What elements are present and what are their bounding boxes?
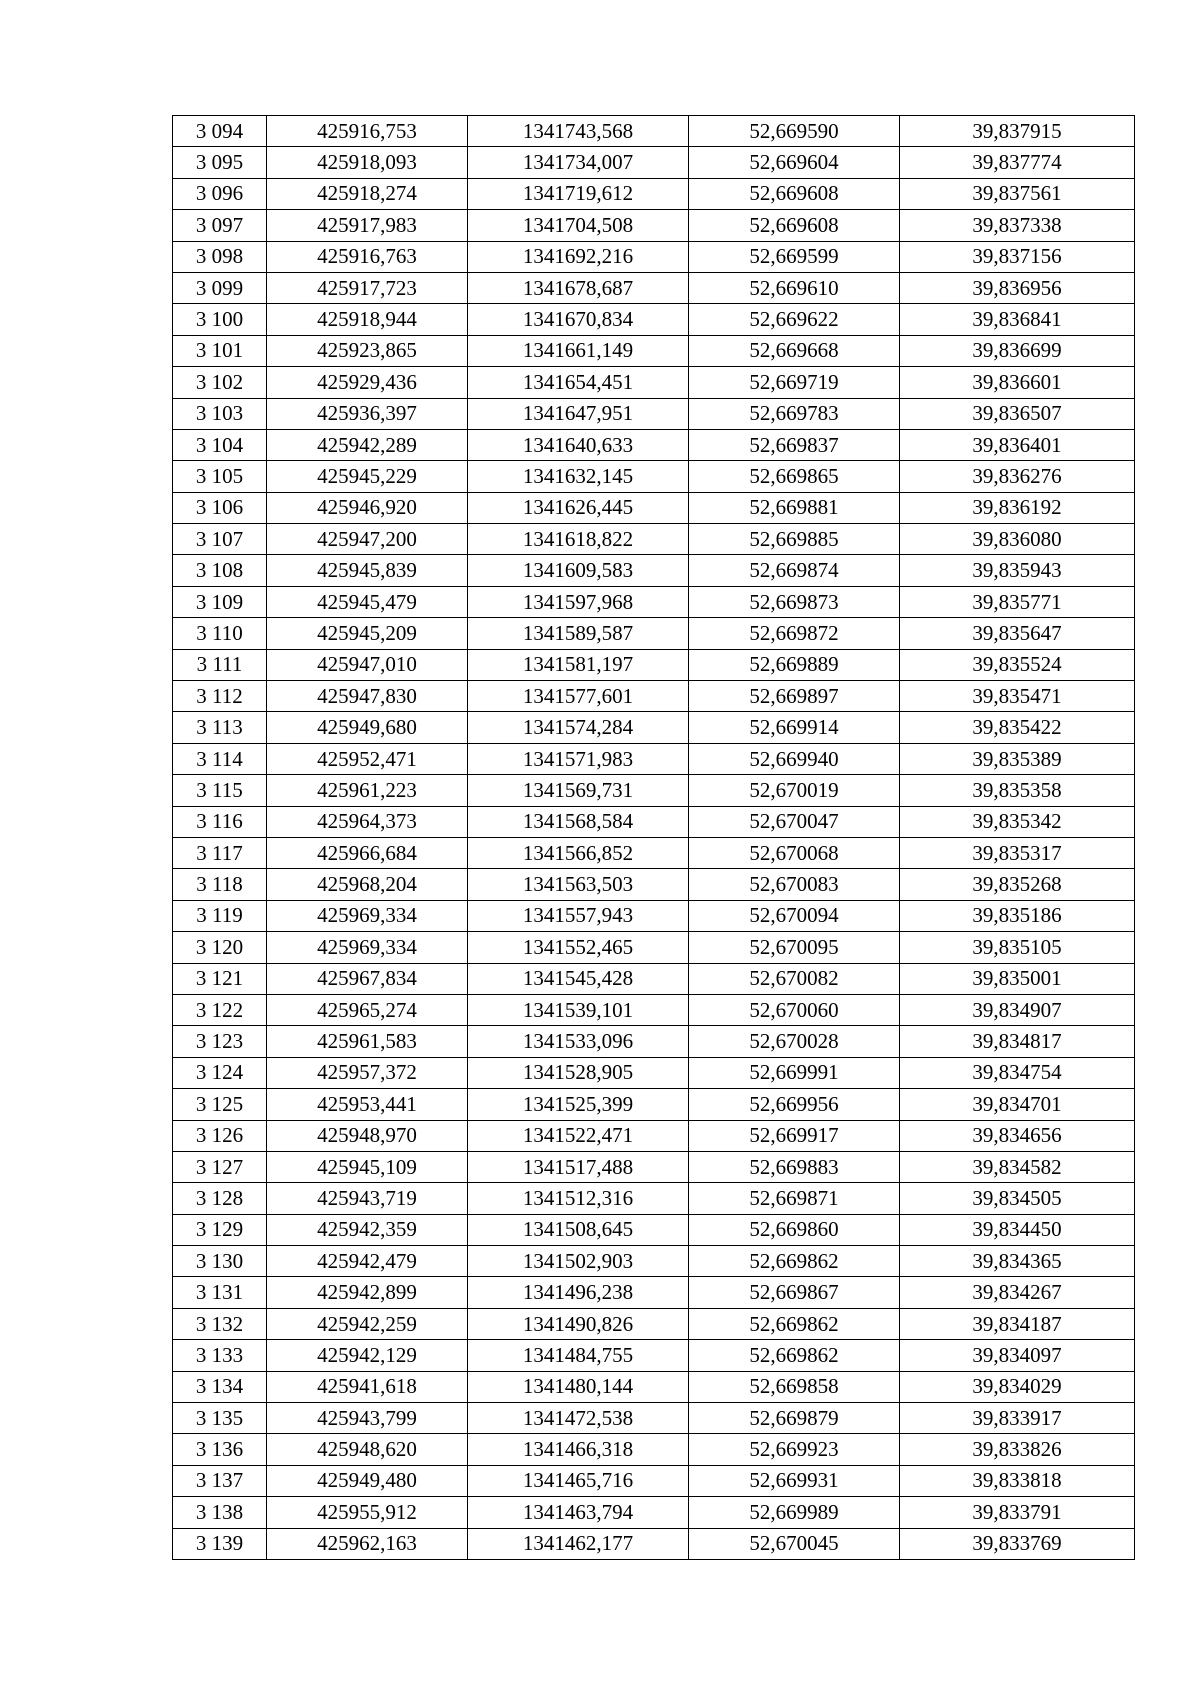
y-coordinate-cell: 1341563,503 <box>468 869 689 900</box>
latitude-cell: 52,670045 <box>689 1528 900 1559</box>
table-row <box>173 1340 1135 1371</box>
point-number-cell: 3 135 <box>173 1403 267 1434</box>
point-number-cell: 3 111 <box>173 649 267 680</box>
longitude-cell: 39,836507 <box>900 398 1135 429</box>
y-coordinate-cell: 1341522,471 <box>468 1120 689 1151</box>
latitude-cell: 52,669874 <box>689 555 900 586</box>
x-coordinate-cell: 425945,109 <box>267 1151 468 1182</box>
longitude-cell: 39,835389 <box>900 743 1135 774</box>
longitude-cell: 39,837915 <box>900 116 1135 147</box>
table-row <box>173 1308 1135 1339</box>
point-number-cell: 3 122 <box>173 994 267 1025</box>
point-number-cell: 3 108 <box>173 555 267 586</box>
x-coordinate-cell: 425942,479 <box>267 1246 468 1277</box>
latitude-cell: 52,669668 <box>689 335 900 366</box>
x-coordinate-cell: 425923,865 <box>267 335 468 366</box>
table-row <box>173 1183 1135 1214</box>
y-coordinate-cell: 1341512,316 <box>468 1183 689 1214</box>
x-coordinate-cell: 425969,334 <box>267 900 468 931</box>
y-coordinate-cell: 1341480,144 <box>468 1371 689 1402</box>
longitude-cell: 39,833917 <box>900 1403 1135 1434</box>
longitude-cell: 39,836841 <box>900 304 1135 335</box>
point-number-cell: 3 129 <box>173 1214 267 1245</box>
latitude-cell: 52,669783 <box>689 398 900 429</box>
longitude-cell: 39,835524 <box>900 649 1135 680</box>
table-row <box>173 116 1135 147</box>
y-coordinate-cell: 1341545,428 <box>468 963 689 994</box>
point-number-cell: 3 124 <box>173 1057 267 1088</box>
y-coordinate-cell: 1341571,983 <box>468 743 689 774</box>
point-number-cell: 3 097 <box>173 210 267 241</box>
table-row <box>173 1403 1135 1434</box>
table-row <box>173 1151 1135 1182</box>
point-number-cell: 3 099 <box>173 272 267 303</box>
latitude-cell: 52,670047 <box>689 806 900 837</box>
point-number-cell: 3 102 <box>173 367 267 398</box>
x-coordinate-cell: 425918,274 <box>267 178 468 209</box>
x-coordinate-cell: 425964,373 <box>267 806 468 837</box>
x-coordinate-cell: 425947,830 <box>267 681 468 712</box>
longitude-cell: 39,837338 <box>900 210 1135 241</box>
latitude-cell: 52,669608 <box>689 178 900 209</box>
x-coordinate-cell: 425945,209 <box>267 618 468 649</box>
point-number-cell: 3 123 <box>173 1026 267 1057</box>
latitude-cell: 52,669871 <box>689 1183 900 1214</box>
x-coordinate-cell: 425952,471 <box>267 743 468 774</box>
point-number-cell: 3 110 <box>173 618 267 649</box>
point-number-cell: 3 100 <box>173 304 267 335</box>
y-coordinate-cell: 1341466,318 <box>468 1434 689 1465</box>
table-row <box>173 1089 1135 1120</box>
x-coordinate-cell: 425947,200 <box>267 524 468 555</box>
longitude-cell: 39,835268 <box>900 869 1135 900</box>
x-coordinate-cell: 425962,163 <box>267 1528 468 1559</box>
table-row <box>173 869 1135 900</box>
y-coordinate-cell: 1341574,284 <box>468 712 689 743</box>
latitude-cell: 52,669590 <box>689 116 900 147</box>
coordinates-table-body <box>173 116 1135 1560</box>
y-coordinate-cell: 1341490,826 <box>468 1308 689 1339</box>
y-coordinate-cell: 1341632,145 <box>468 461 689 492</box>
x-coordinate-cell: 425942,129 <box>267 1340 468 1371</box>
latitude-cell: 52,670068 <box>689 837 900 868</box>
longitude-cell: 39,834656 <box>900 1120 1135 1151</box>
longitude-cell: 39,835342 <box>900 806 1135 837</box>
y-coordinate-cell: 1341618,822 <box>468 524 689 555</box>
table-row <box>173 492 1135 523</box>
x-coordinate-cell: 425943,719 <box>267 1183 468 1214</box>
longitude-cell: 39,833791 <box>900 1497 1135 1528</box>
latitude-cell: 52,670019 <box>689 775 900 806</box>
x-coordinate-cell: 425918,093 <box>267 147 468 178</box>
y-coordinate-cell: 1341692,216 <box>468 241 689 272</box>
point-number-cell: 3 107 <box>173 524 267 555</box>
point-number-cell: 3 128 <box>173 1183 267 1214</box>
longitude-cell: 39,835422 <box>900 712 1135 743</box>
y-coordinate-cell: 1341539,101 <box>468 994 689 1025</box>
point-number-cell: 3 131 <box>173 1277 267 1308</box>
y-coordinate-cell: 1341678,687 <box>468 272 689 303</box>
x-coordinate-cell: 425965,274 <box>267 994 468 1025</box>
table-row <box>173 775 1135 806</box>
y-coordinate-cell: 1341577,601 <box>468 681 689 712</box>
point-number-cell: 3 106 <box>173 492 267 523</box>
point-number-cell: 3 119 <box>173 900 267 931</box>
latitude-cell: 52,669599 <box>689 241 900 272</box>
y-coordinate-cell: 1341484,755 <box>468 1340 689 1371</box>
longitude-cell: 39,833818 <box>900 1465 1135 1496</box>
latitude-cell: 52,669879 <box>689 1403 900 1434</box>
table-row <box>173 1120 1135 1151</box>
x-coordinate-cell: 425966,684 <box>267 837 468 868</box>
latitude-cell: 52,669719 <box>689 367 900 398</box>
point-number-cell: 3 095 <box>173 147 267 178</box>
latitude-cell: 52,669881 <box>689 492 900 523</box>
y-coordinate-cell: 1341654,451 <box>468 367 689 398</box>
x-coordinate-cell: 425942,289 <box>267 429 468 460</box>
longitude-cell: 39,837156 <box>900 241 1135 272</box>
point-number-cell: 3 112 <box>173 681 267 712</box>
table-row <box>173 900 1135 931</box>
y-coordinate-cell: 1341719,612 <box>468 178 689 209</box>
table-row <box>173 743 1135 774</box>
y-coordinate-cell: 1341743,568 <box>468 116 689 147</box>
latitude-cell: 52,669608 <box>689 210 900 241</box>
point-number-cell: 3 115 <box>173 775 267 806</box>
table-row <box>173 1465 1135 1496</box>
longitude-cell: 39,835471 <box>900 681 1135 712</box>
x-coordinate-cell: 425942,899 <box>267 1277 468 1308</box>
latitude-cell: 52,669867 <box>689 1277 900 1308</box>
table-row <box>173 1026 1135 1057</box>
x-coordinate-cell: 425942,359 <box>267 1214 468 1245</box>
longitude-cell: 39,834029 <box>900 1371 1135 1402</box>
y-coordinate-cell: 1341502,903 <box>468 1246 689 1277</box>
table-row <box>173 555 1135 586</box>
x-coordinate-cell: 425953,441 <box>267 1089 468 1120</box>
table-row <box>173 429 1135 460</box>
x-coordinate-cell: 425918,944 <box>267 304 468 335</box>
point-number-cell: 3 120 <box>173 932 267 963</box>
table-row <box>173 367 1135 398</box>
y-coordinate-cell: 1341528,905 <box>468 1057 689 1088</box>
latitude-cell: 52,670094 <box>689 900 900 931</box>
longitude-cell: 39,834817 <box>900 1026 1135 1057</box>
table-row <box>173 837 1135 868</box>
x-coordinate-cell: 425961,583 <box>267 1026 468 1057</box>
latitude-cell: 52,670095 <box>689 932 900 963</box>
longitude-cell: 39,836276 <box>900 461 1135 492</box>
y-coordinate-cell: 1341463,794 <box>468 1497 689 1528</box>
latitude-cell: 52,669991 <box>689 1057 900 1088</box>
x-coordinate-cell: 425917,723 <box>267 272 468 303</box>
latitude-cell: 52,669897 <box>689 681 900 712</box>
longitude-cell: 39,835358 <box>900 775 1135 806</box>
point-number-cell: 3 130 <box>173 1246 267 1277</box>
y-coordinate-cell: 1341626,445 <box>468 492 689 523</box>
latitude-cell: 52,669883 <box>689 1151 900 1182</box>
latitude-cell: 52,669862 <box>689 1340 900 1371</box>
longitude-cell: 39,835105 <box>900 932 1135 963</box>
longitude-cell: 39,836080 <box>900 524 1135 555</box>
longitude-cell: 39,835943 <box>900 555 1135 586</box>
y-coordinate-cell: 1341647,951 <box>468 398 689 429</box>
y-coordinate-cell: 1341552,465 <box>468 932 689 963</box>
y-coordinate-cell: 1341517,488 <box>468 1151 689 1182</box>
point-number-cell: 3 137 <box>173 1465 267 1496</box>
latitude-cell: 52,669858 <box>689 1371 900 1402</box>
x-coordinate-cell: 425945,839 <box>267 555 468 586</box>
x-coordinate-cell: 425968,204 <box>267 869 468 900</box>
x-coordinate-cell: 425955,912 <box>267 1497 468 1528</box>
x-coordinate-cell: 425941,618 <box>267 1371 468 1402</box>
longitude-cell: 39,834754 <box>900 1057 1135 1088</box>
x-coordinate-cell: 425949,480 <box>267 1465 468 1496</box>
y-coordinate-cell: 1341465,716 <box>468 1465 689 1496</box>
point-number-cell: 3 136 <box>173 1434 267 1465</box>
y-coordinate-cell: 1341525,399 <box>468 1089 689 1120</box>
point-number-cell: 3 125 <box>173 1089 267 1120</box>
point-number-cell: 3 121 <box>173 963 267 994</box>
point-number-cell: 3 109 <box>173 586 267 617</box>
point-number-cell: 3 134 <box>173 1371 267 1402</box>
y-coordinate-cell: 1341704,508 <box>468 210 689 241</box>
latitude-cell: 52,669940 <box>689 743 900 774</box>
latitude-cell: 52,669914 <box>689 712 900 743</box>
y-coordinate-cell: 1341557,943 <box>468 900 689 931</box>
table-row <box>173 147 1135 178</box>
latitude-cell: 52,669872 <box>689 618 900 649</box>
table-row <box>173 178 1135 209</box>
table-row <box>173 241 1135 272</box>
latitude-cell: 52,669917 <box>689 1120 900 1151</box>
longitude-cell: 39,834907 <box>900 994 1135 1025</box>
table-row <box>173 1246 1135 1277</box>
x-coordinate-cell: 425916,753 <box>267 116 468 147</box>
longitude-cell: 39,834450 <box>900 1214 1135 1245</box>
x-coordinate-cell: 425946,920 <box>267 492 468 523</box>
latitude-cell: 52,669837 <box>689 429 900 460</box>
point-number-cell: 3 138 <box>173 1497 267 1528</box>
latitude-cell: 52,669862 <box>689 1308 900 1339</box>
y-coordinate-cell: 1341472,538 <box>468 1403 689 1434</box>
point-number-cell: 3 127 <box>173 1151 267 1182</box>
y-coordinate-cell: 1341670,834 <box>468 304 689 335</box>
point-number-cell: 3 105 <box>173 461 267 492</box>
point-number-cell: 3 101 <box>173 335 267 366</box>
latitude-cell: 52,670082 <box>689 963 900 994</box>
latitude-cell: 52,669865 <box>689 461 900 492</box>
table-row <box>173 932 1135 963</box>
coordinates-table <box>172 115 1135 1560</box>
latitude-cell: 52,669873 <box>689 586 900 617</box>
latitude-cell: 52,669885 <box>689 524 900 555</box>
point-number-cell: 3 133 <box>173 1340 267 1371</box>
table-row <box>173 1497 1135 1528</box>
point-number-cell: 3 113 <box>173 712 267 743</box>
x-coordinate-cell: 425969,334 <box>267 932 468 963</box>
table-row <box>173 1528 1135 1559</box>
x-coordinate-cell: 425943,799 <box>267 1403 468 1434</box>
x-coordinate-cell: 425948,970 <box>267 1120 468 1151</box>
y-coordinate-cell: 1341508,645 <box>468 1214 689 1245</box>
longitude-cell: 39,835186 <box>900 900 1135 931</box>
latitude-cell: 52,669610 <box>689 272 900 303</box>
table-row <box>173 963 1135 994</box>
longitude-cell: 39,834505 <box>900 1183 1135 1214</box>
longitude-cell: 39,834187 <box>900 1308 1135 1339</box>
y-coordinate-cell: 1341496,238 <box>468 1277 689 1308</box>
point-number-cell: 3 104 <box>173 429 267 460</box>
table-row <box>173 272 1135 303</box>
y-coordinate-cell: 1341734,007 <box>468 147 689 178</box>
y-coordinate-cell: 1341581,197 <box>468 649 689 680</box>
longitude-cell: 39,836956 <box>900 272 1135 303</box>
longitude-cell: 39,835001 <box>900 963 1135 994</box>
point-number-cell: 3 126 <box>173 1120 267 1151</box>
longitude-cell: 39,834365 <box>900 1246 1135 1277</box>
y-coordinate-cell: 1341609,583 <box>468 555 689 586</box>
table-row <box>173 1057 1135 1088</box>
longitude-cell: 39,834267 <box>900 1277 1135 1308</box>
point-number-cell: 3 117 <box>173 837 267 868</box>
latitude-cell: 52,669931 <box>689 1465 900 1496</box>
x-coordinate-cell: 425961,223 <box>267 775 468 806</box>
y-coordinate-cell: 1341640,633 <box>468 429 689 460</box>
x-coordinate-cell: 425916,763 <box>267 241 468 272</box>
table-row <box>173 210 1135 241</box>
longitude-cell: 39,837561 <box>900 178 1135 209</box>
table-row <box>173 994 1135 1025</box>
table-row <box>173 335 1135 366</box>
x-coordinate-cell: 425947,010 <box>267 649 468 680</box>
point-number-cell: 3 116 <box>173 806 267 837</box>
point-number-cell: 3 139 <box>173 1528 267 1559</box>
latitude-cell: 52,669862 <box>689 1246 900 1277</box>
longitude-cell: 39,836192 <box>900 492 1135 523</box>
latitude-cell: 52,669860 <box>689 1214 900 1245</box>
longitude-cell: 39,834097 <box>900 1340 1135 1371</box>
x-coordinate-cell: 425942,259 <box>267 1308 468 1339</box>
latitude-cell: 52,669923 <box>689 1434 900 1465</box>
latitude-cell: 52,669622 <box>689 304 900 335</box>
longitude-cell: 39,837774 <box>900 147 1135 178</box>
latitude-cell: 52,669889 <box>689 649 900 680</box>
point-number-cell: 3 098 <box>173 241 267 272</box>
y-coordinate-cell: 1341597,968 <box>468 586 689 617</box>
table-row <box>173 618 1135 649</box>
point-number-cell: 3 132 <box>173 1308 267 1339</box>
point-number-cell: 3 103 <box>173 398 267 429</box>
longitude-cell: 39,835771 <box>900 586 1135 617</box>
latitude-cell: 52,670060 <box>689 994 900 1025</box>
x-coordinate-cell: 425957,372 <box>267 1057 468 1088</box>
longitude-cell: 39,833826 <box>900 1434 1135 1465</box>
point-number-cell: 3 094 <box>173 116 267 147</box>
table-row <box>173 1214 1135 1245</box>
x-coordinate-cell: 425967,834 <box>267 963 468 994</box>
latitude-cell: 52,670083 <box>689 869 900 900</box>
table-row <box>173 398 1135 429</box>
longitude-cell: 39,835647 <box>900 618 1135 649</box>
longitude-cell: 39,833769 <box>900 1528 1135 1559</box>
x-coordinate-cell: 425949,680 <box>267 712 468 743</box>
longitude-cell: 39,834582 <box>900 1151 1135 1182</box>
table-row <box>173 1371 1135 1402</box>
point-number-cell: 3 114 <box>173 743 267 774</box>
longitude-cell: 39,835317 <box>900 837 1135 868</box>
point-number-cell: 3 096 <box>173 178 267 209</box>
y-coordinate-cell: 1341569,731 <box>468 775 689 806</box>
table-row <box>173 1434 1135 1465</box>
y-coordinate-cell: 1341566,852 <box>468 837 689 868</box>
table-row <box>173 712 1135 743</box>
x-coordinate-cell: 425936,397 <box>267 398 468 429</box>
y-coordinate-cell: 1341661,149 <box>468 335 689 366</box>
longitude-cell: 39,836699 <box>900 335 1135 366</box>
latitude-cell: 52,670028 <box>689 1026 900 1057</box>
x-coordinate-cell: 425945,229 <box>267 461 468 492</box>
x-coordinate-cell: 425945,479 <box>267 586 468 617</box>
longitude-cell: 39,836401 <box>900 429 1135 460</box>
y-coordinate-cell: 1341533,096 <box>468 1026 689 1057</box>
x-coordinate-cell: 425917,983 <box>267 210 468 241</box>
table-row <box>173 461 1135 492</box>
longitude-cell: 39,834701 <box>900 1089 1135 1120</box>
y-coordinate-cell: 1341462,177 <box>468 1528 689 1559</box>
y-coordinate-cell: 1341568,584 <box>468 806 689 837</box>
table-row <box>173 681 1135 712</box>
latitude-cell: 52,669604 <box>689 147 900 178</box>
table-row <box>173 649 1135 680</box>
point-number-cell: 3 118 <box>173 869 267 900</box>
table-row <box>173 586 1135 617</box>
y-coordinate-cell: 1341589,587 <box>468 618 689 649</box>
table-row <box>173 304 1135 335</box>
latitude-cell: 52,669956 <box>689 1089 900 1120</box>
x-coordinate-cell: 425929,436 <box>267 367 468 398</box>
table-row <box>173 1277 1135 1308</box>
table-row <box>173 524 1135 555</box>
table-row <box>173 806 1135 837</box>
longitude-cell: 39,836601 <box>900 367 1135 398</box>
latitude-cell: 52,669989 <box>689 1497 900 1528</box>
x-coordinate-cell: 425948,620 <box>267 1434 468 1465</box>
